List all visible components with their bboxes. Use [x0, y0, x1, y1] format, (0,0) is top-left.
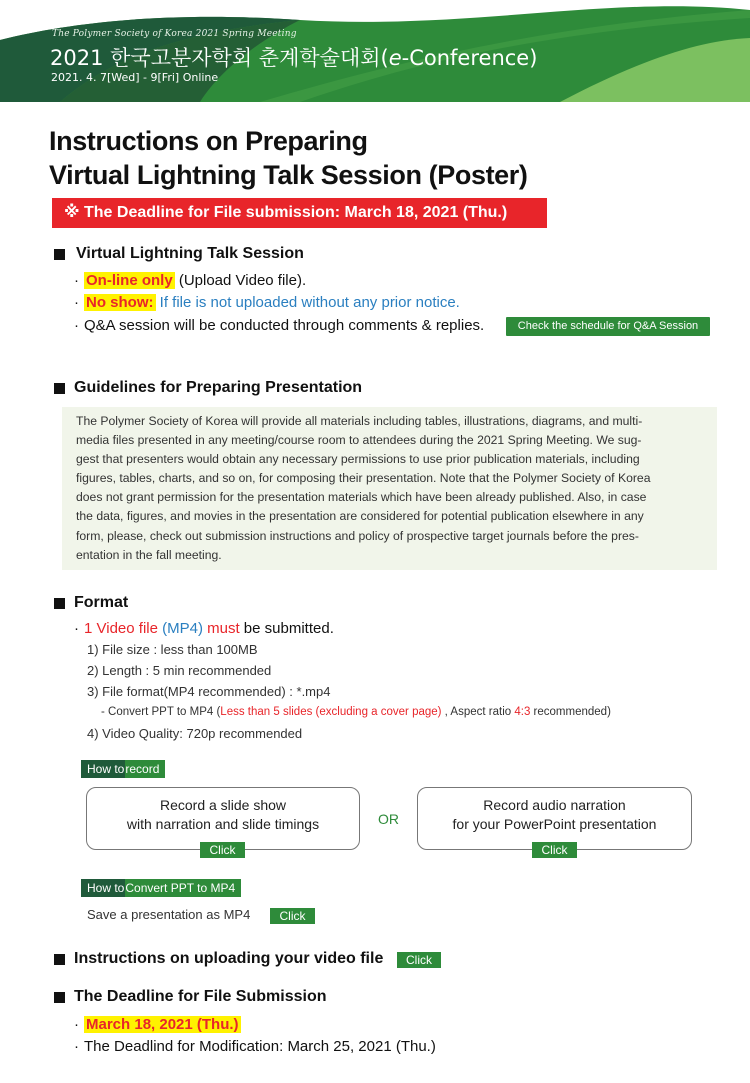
guidelines-box [62, 407, 717, 570]
header-banner [0, 0, 750, 102]
upload-click-button[interactable]: Click [397, 952, 441, 968]
banner-title: 2021 한국고분자학회 춘계학술대회(e-Conference) [50, 46, 538, 70]
upload-heading: Instructions on uploading your video file [54, 950, 383, 968]
save-as-mp4-click-button[interactable]: Click [270, 908, 315, 924]
option-audio-narration: Record audio narration for your PowerPoint presentation [417, 787, 692, 850]
session-item-noshow: · No show: If file is not uploaded without any prior notice. [74, 294, 460, 311]
option-slide-show: Record a slide show with narration and slide timings [86, 787, 360, 850]
slide-show-click-button[interactable]: Click [200, 842, 245, 858]
save-as-mp4-text: Save a presentation as MP4 [87, 907, 251, 922]
banner-dates: 2021. 4. 7[Wed] - 9[Fri] Online [51, 71, 219, 84]
howto-convert-label: How to Convert PPT to MP4 [81, 879, 241, 897]
banner-tagline: The Polymer Society of Korea 2021 Spring Meeting [52, 29, 297, 39]
howto-record-label: How to record [81, 760, 165, 778]
deadline-heading: The Deadline for File Submission [54, 988, 326, 1006]
deadline-banner: ※ The Deadline for File submission: March 18, 2021 (Thu.) [52, 198, 547, 228]
format-video-quality: 4) Video Quality: 720p recommended [87, 726, 303, 741]
bullet-square-icon [54, 598, 65, 609]
format-file-size: 1) File size : less than 100MB [87, 642, 258, 657]
qa-schedule-button[interactable]: Check the schedule for Q&A Session [506, 317, 710, 336]
session-item-qa: · Q&A session will be conducted through comments & replies. [74, 317, 485, 334]
guidelines-text: The Polymer Society of Korea will provide all materials including tables, illustrations, diagrams, and multi- media files presented in any meeting/course room to attendees during the 2021 Spring Meeting. We sug- gest that presenters would obtain any necessary permissions to use prior publication materials, including figures, tables, charts, and so on, for composing their presentation. Note that the Polymer Society of Korea does not grant permission for the presentation materials which have been already published. Also, in case the data, figures, and movies in the presentation are considered for potential publication elsewhere in any form, please, check out submission instructions and policy of prospective target journals before the pres- entation in the fall meeting. [76, 414, 651, 562]
deadline-date: · March 18, 2021 (Thu.) [74, 1016, 239, 1033]
format-length: 2) Length : 5 min recommended [87, 663, 272, 678]
deadline-modification: · The Deadlind for Modification: March 25, 2021 (Thu.) [74, 1038, 436, 1055]
bullet-square-icon [54, 383, 65, 394]
session-item-online: · On-line only (Upload Video file). [74, 272, 307, 289]
bullet-square-icon [54, 249, 65, 260]
bullet-square-icon [54, 954, 65, 965]
guidelines-heading: Guidelines for Preparing Presentation [54, 379, 362, 397]
format-file-format: 3) File format(MP4 recommended) : *.mp4 [87, 684, 331, 699]
bullet-square-icon [54, 992, 65, 1003]
audio-narration-click-button[interactable]: Click [532, 842, 577, 858]
or-label: OR [378, 811, 399, 827]
format-heading: Format [54, 594, 128, 612]
format-requirement: · 1 Video file (MP4) must be submitted. [74, 620, 334, 637]
page-title: Instructions on Preparing Virtual Lightning Talk Session (Poster) [49, 126, 528, 190]
session-heading: Virtual Lightning Talk Session [54, 245, 304, 263]
format-convert-note: - Convert PPT to MP4 (Less than 5 slides (excluding a cover page) , Aspect ratio 4:3 recommended) [101, 706, 611, 718]
